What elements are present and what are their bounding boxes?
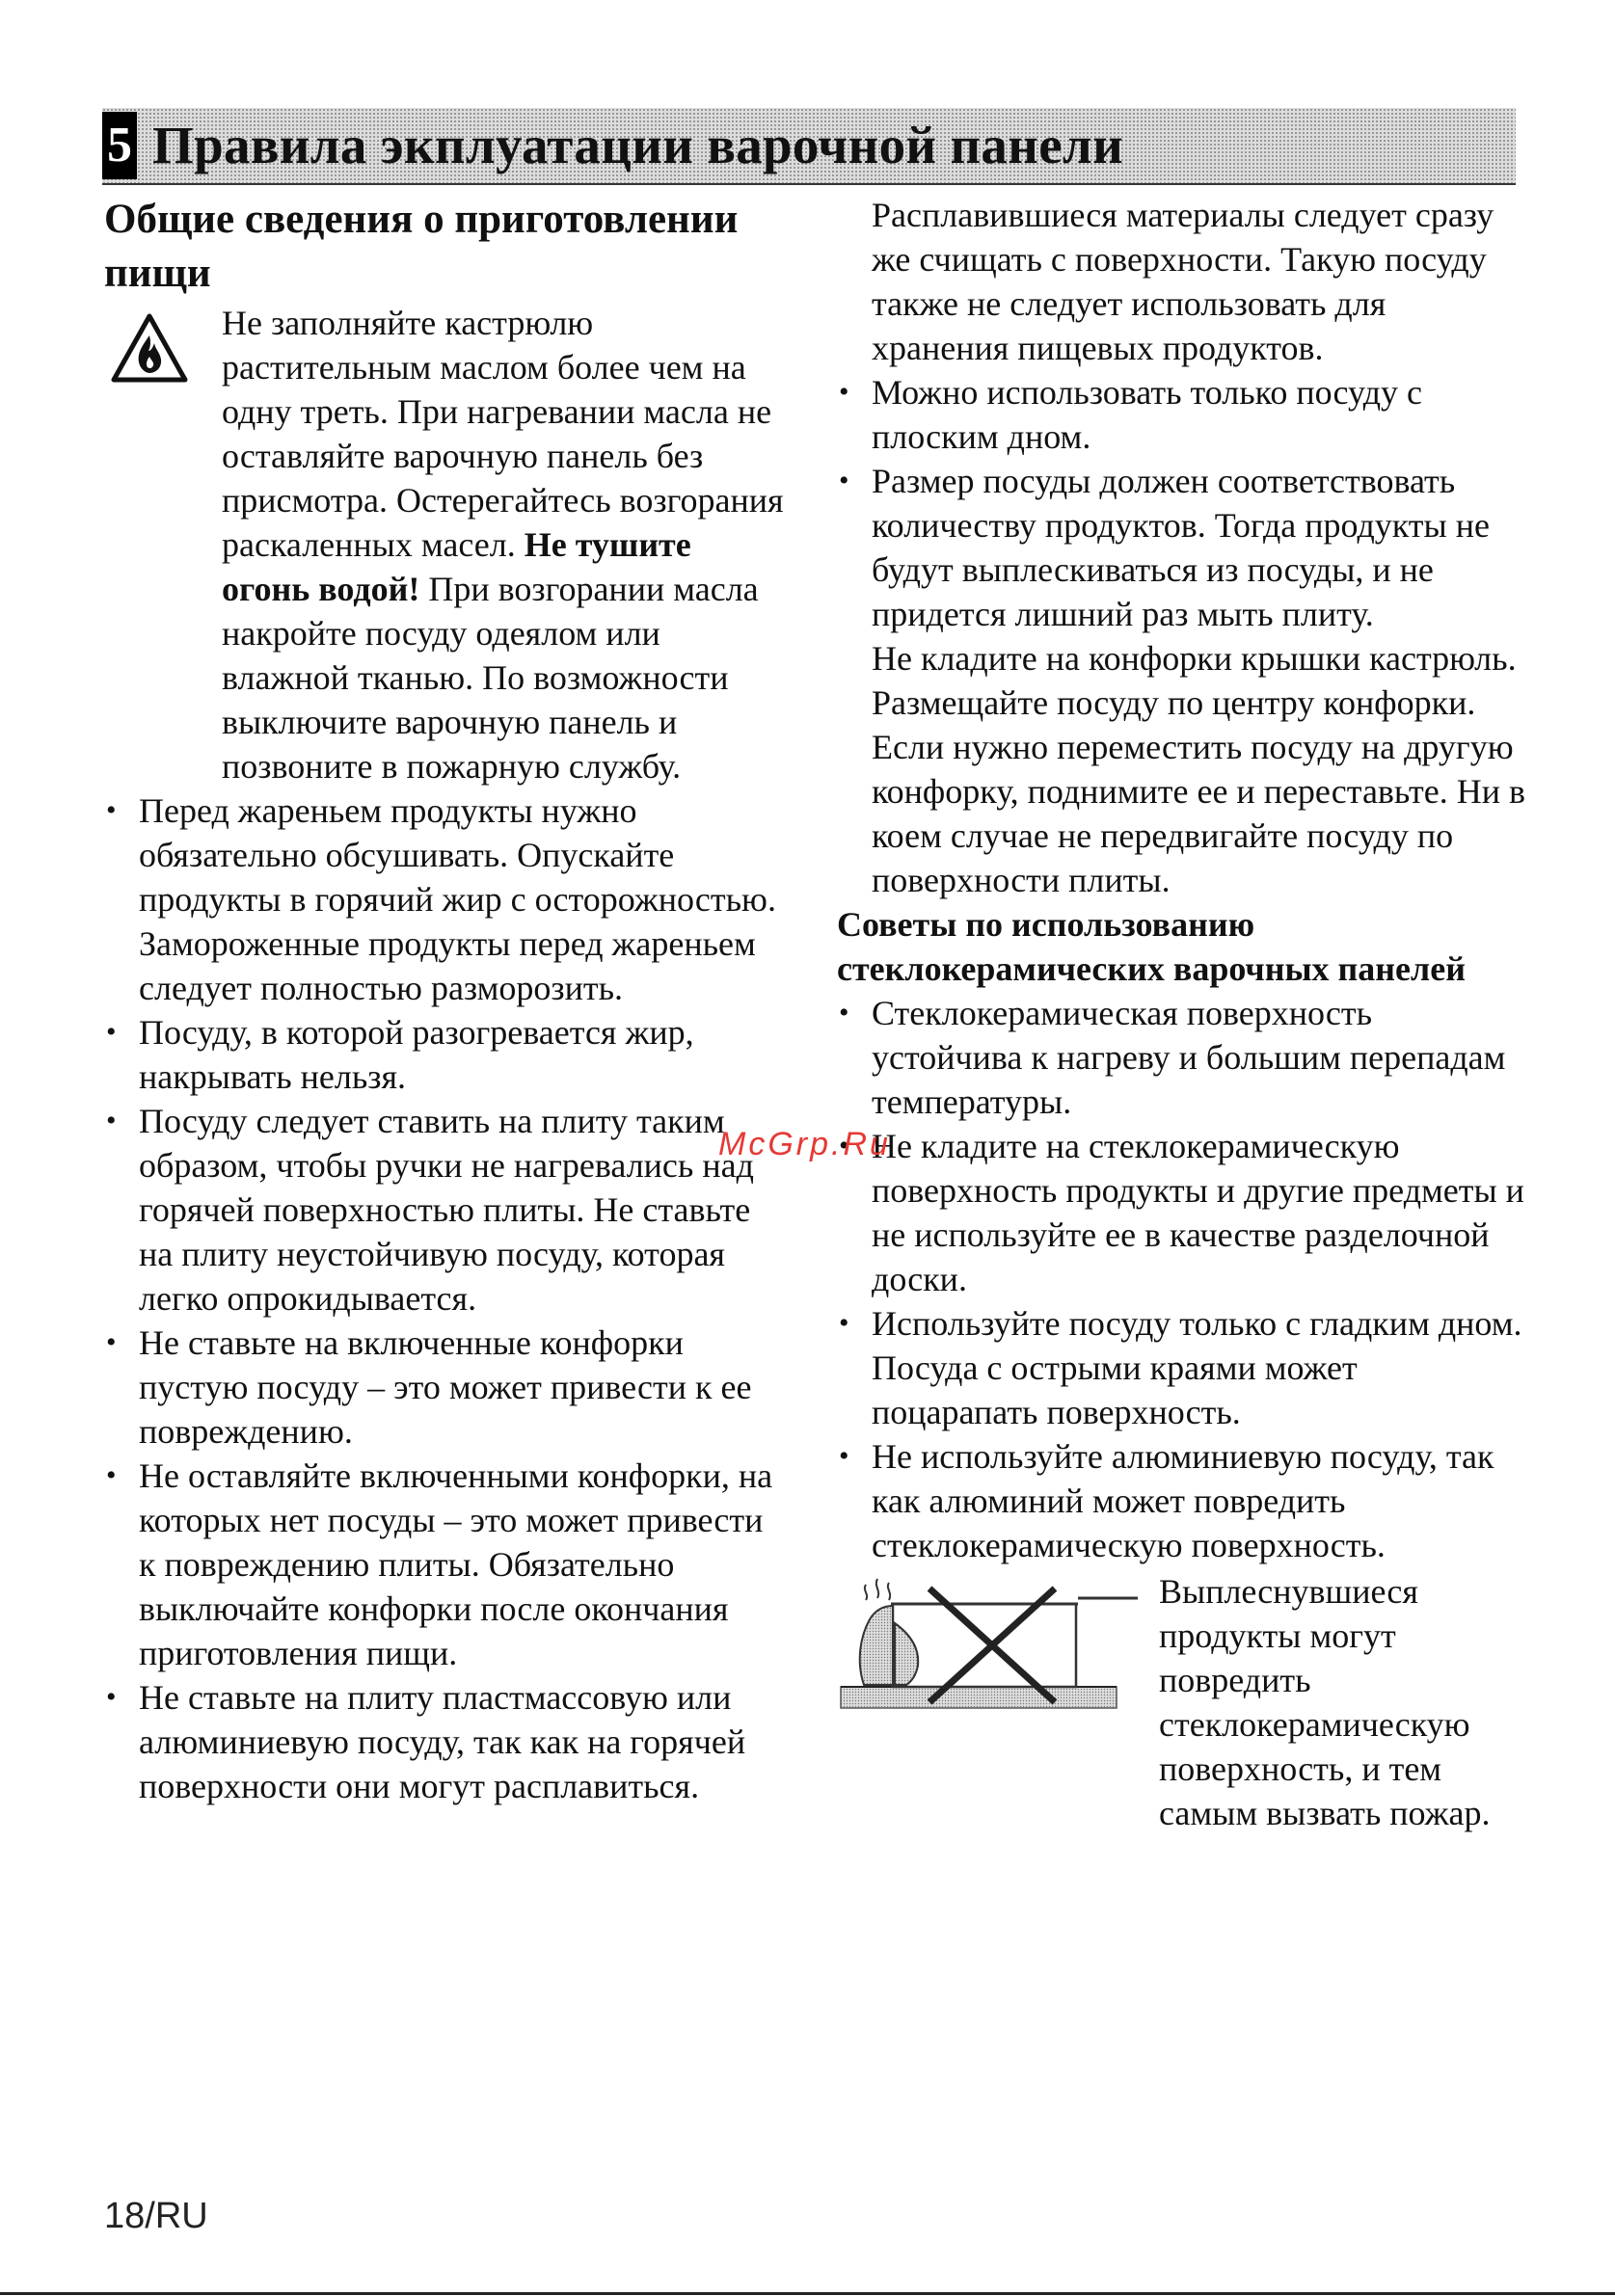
glass-ceramic-heading: Советы по использованию стеклокерамических варочных панелей (837, 905, 1466, 988)
list-item: • Можно использовать только посуду с плоским дном. (837, 370, 1531, 459)
page-number: 18/RU (104, 2196, 208, 2236)
boil-over-figure (837, 1569, 1531, 1878)
section-title: Правила экплуатации варочной панели (152, 116, 1124, 174)
figure-caption: Выплеснувшиеся продукты могут повредить стеклокерамическую поверхность, и тем самым вызвать пожар. (1159, 1572, 1491, 1832)
list-item: • Используйте посуду только с гладким дном. Посуда с острыми краями может поцарапать поверхность. (837, 1301, 1531, 1434)
list-item: • Не ставьте на плиту пластмассовую или алюминиевую посуду, так как на горячей поверхности они могут расплавиться. (104, 1675, 787, 1808)
list-item: • Не кладите на стеклокерамическую поверхность продукты и другие предметы и не используйте ее в качестве разделочной доски. (837, 1124, 1531, 1301)
general-info-heading: Общие сведения о приготовлении пищи (104, 197, 739, 296)
bottom-divider (0, 2292, 1615, 2295)
right-column (837, 193, 1531, 1878)
centering-note: Размещайте посуду по центру конфорки. Если нужно переместить посуду на другую конфорку, поднимите ее и переставьте. Ни в коем случае не передвигайте посуду по поверхности плиты. (872, 683, 1525, 899)
list-item: • Размер посуды должен соответствовать количеству продуктов. Тогда продукты не будут выплескиваться из посуды, и не придется лишний раз мыть плиту. (837, 459, 1531, 636)
right-bullet-list (837, 370, 1531, 636)
fire-warning-block (104, 301, 787, 788)
boil-over-pot-crossed-icon (837, 1569, 1145, 1772)
list-item: • Посуду следует ставить на плиту таким образом, чтобы ручки не нагревались над горячей поверхностью плиты. Не ставьте на плиту неустойчивую посуду, которая легко опрокидывается. (104, 1099, 787, 1321)
lid-note: Не кладите на конфорки крышки кастрюль. (872, 639, 1517, 678)
warning-text-2: При возгорании масла накройте посуду одеялом или влажной тканью. По возможности выключите варочную панель и позвоните в пожарную службу. (222, 570, 759, 786)
warning-bold-text: Не тушите огонь водой! (222, 525, 691, 608)
list-item: • Перед жареньем продукты нужно обязательно обсушивать. Опускайте продукты в горячий жир с осторожностью. Замороженные продукты перед жареньем следует полностью разморозить. (104, 788, 787, 1010)
fire-warning-text (222, 301, 787, 788)
left-column (104, 193, 787, 1808)
watermark: McGrp.Ru (718, 1126, 891, 1162)
list-item: • Не используйте алюминиевую посуду, так как алюминий может повредить стеклокерамическую поверхность. (837, 1434, 1531, 1567)
continued-paragraph: Расплавившиеся материалы следует сразу же счищать с поверхности. Такую посуду также не следует использовать для хранения пищевых продуктов. (872, 196, 1494, 367)
section-number: 5 (102, 112, 137, 179)
warning-text-1: Не заполняйте кастрюлю растительным маслом более чем на одну треть. При нагревании масла не оставляйте варочную панель без присмотра. Остерегайтесь возгорания раскаленных масел. (222, 304, 784, 564)
glass-ceramic-bullet-list (837, 991, 1531, 1567)
left-bullet-list (104, 788, 787, 1808)
list-item: • Не ставьте на включенные конфорки пустую посуду – это может привести к ее повреждению. (104, 1321, 787, 1454)
fire-warning-icon (110, 312, 189, 386)
list-item: • Стеклокерамическая поверхность устойчива к нагреву и большим перепадам температуры. (837, 991, 1531, 1124)
section-header (102, 108, 1516, 185)
list-item: • Посуду, в которой разогревается жир, накрывать нельзя. (104, 1010, 787, 1099)
list-item: • Не оставляйте включенными конфорки, на которых нет посуды – это может привести к повреждению плиты. Обязательно выключайте конфорки после окончания приготовления пищи. (104, 1454, 787, 1675)
